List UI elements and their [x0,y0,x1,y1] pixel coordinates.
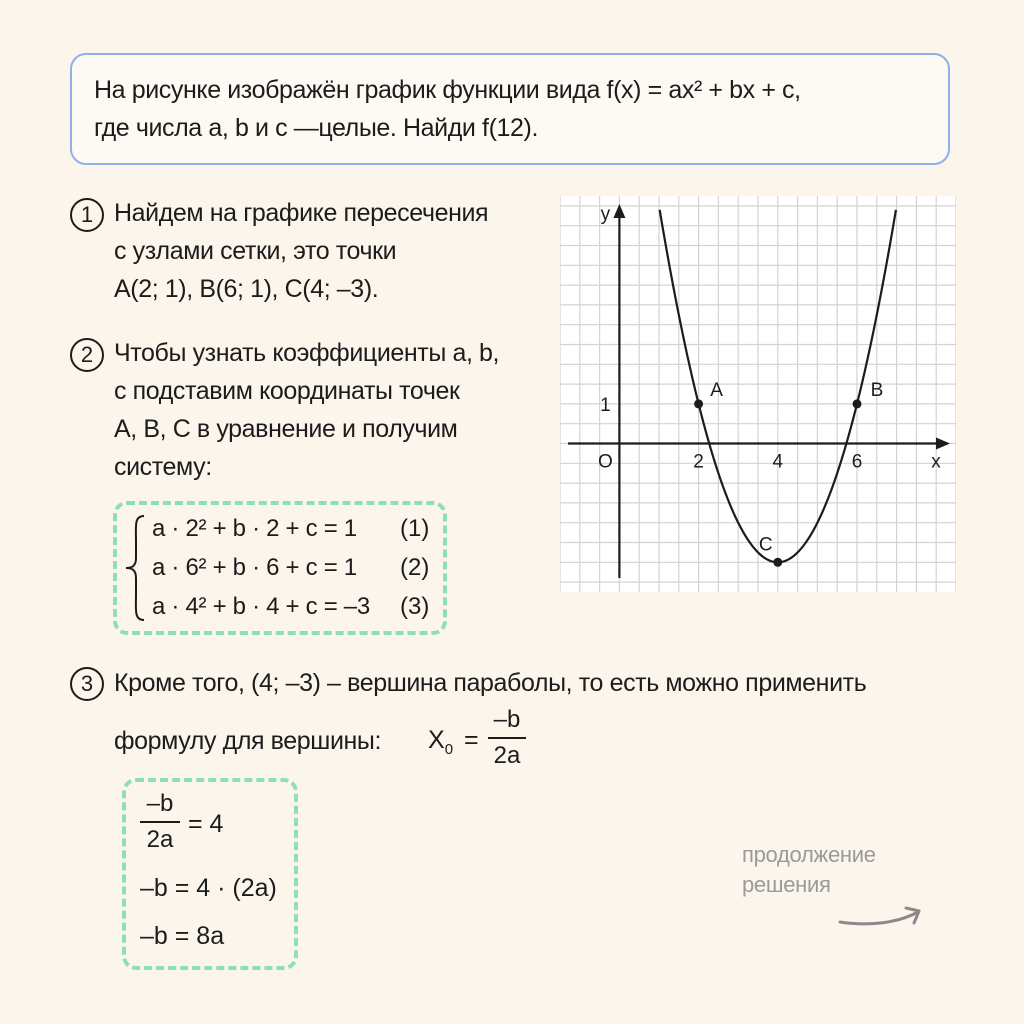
system-label-3: (3) [400,593,430,620]
step-3-number: 3 [70,667,104,701]
system-label-2: (2) [400,554,430,581]
vertex-formula-denominator: 2a [493,742,521,769]
task-line-1: На рисунке изображён график функции вида f(x) = ax² + bx + c, [94,76,801,104]
y-tick-label-1: 1 [600,394,611,416]
work-line-3: –b = 8a [140,922,225,950]
step-2-number: 2 [70,338,104,372]
work-line-2: –b = 4 · (2a) [140,874,277,902]
system-eq-3: a · 4² + b · 4 + c = –3 [152,593,370,620]
step-1-line-3: A(2; 1), B(6; 1), C(4; –3). [114,275,379,303]
step-2-line-2: с подставим координаты точек [114,377,460,405]
point-a [694,399,703,408]
vertex-formula-fraction [488,706,526,770]
origin-label: O [598,451,613,473]
point-b [853,399,862,408]
step-2-line-3: A, B, C в уравнение и получим [114,415,458,443]
vertex-formula-x: X [428,726,445,754]
step-1-line-1: Найдем на графике пересечения [114,199,489,227]
step-3-line-1: Кроме того, (4; –3) – вершина параболы, то есть можно применить [114,669,867,697]
step-1-text [114,194,488,308]
vertex-formula-numerator: –b [493,706,521,733]
work-fraction [140,790,180,854]
next-arrow-icon[interactable] [836,898,928,932]
step-1-number: 1 [70,198,104,232]
point-c [773,558,782,567]
step-2-line-4: систему: [114,453,212,481]
task-line-2: где числа a, b и c —целые. Найди f(12). [94,114,538,142]
vertex-formula-sub: 0 [444,741,454,758]
y-axis-label: y [600,204,611,225]
system-eq-2: a · 6² + b · 6 + c = 1 [152,554,357,581]
vertex-formula-eq: = [463,726,479,754]
parabola-graph [560,196,956,592]
x-axis-label: x [931,451,941,473]
step-1-line-2: с узлами сетки, это точки [114,237,397,265]
task-statement [70,53,950,165]
system-brace [122,512,148,624]
point-label-b: B [870,379,884,401]
point-label-c: C [758,534,773,556]
hint-line-2: решения [742,872,831,897]
work-fraction-numerator: –b [146,790,174,817]
step-2-text [114,334,499,486]
x-tick-label-4: 4 [772,451,784,473]
x-tick-label-6: 6 [851,451,863,473]
step-2-line-1: Чтобы узнать коэффициенты a, b, [114,339,500,367]
work-fraction-bar [140,821,180,823]
system-label-1: (1) [400,515,430,542]
vertex-formula-bar [488,737,526,739]
work-fraction-rhs: = 4 [188,810,224,838]
work-fraction-denominator: 2a [146,826,174,853]
vertex-formula-lhs [428,724,479,766]
point-label-a: A [710,379,723,401]
hint-line-1: продолжение [742,842,876,867]
graph-canvas [560,196,956,592]
system-eq-1: a · 2² + b · 2 + c = 1 [152,515,357,542]
x-tick-label-2: 2 [693,451,704,473]
step-3-line-2: формулу для вершины: [114,727,382,755]
continuation-hint [742,840,876,900]
